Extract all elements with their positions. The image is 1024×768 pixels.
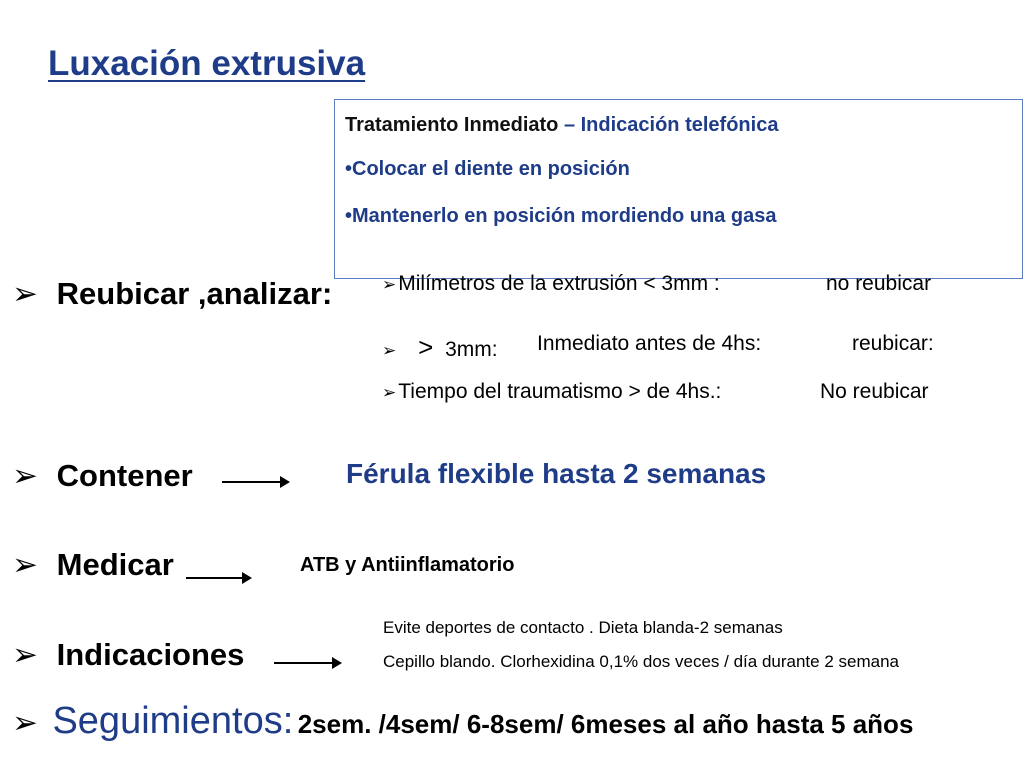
arrow-bullet-icon: ➢ (12, 276, 38, 311)
slide-title: Luxación extrusiva (48, 44, 366, 83)
reubicar-detail-1-text: Milímetros de la extrusión < 3mm : (398, 272, 720, 295)
reubicar-detail-2-mid: Inmediato antes de 4hs: (537, 332, 762, 355)
seguimientos-detail: 2sem. /4sem/ 6-8sem/ 6meses al año hasta 5 años (297, 709, 914, 739)
reubicar-detail-1-action: no reubicar (826, 272, 932, 295)
reubicar-detail-3 (382, 380, 721, 404)
medicar-detail: ATB y Antiinflamatorio (300, 554, 515, 576)
bullet-reubicar-label: Reubicar ,analizar: (56, 276, 333, 311)
treatment-item-1: •Colocar el diente en posición (345, 158, 630, 180)
arrow-bullet-icon: ➢ (12, 637, 38, 672)
arrow-bullet-icon: ➢ (382, 275, 397, 294)
treatment-box (334, 99, 1023, 279)
bullet-seguimientos (12, 700, 913, 743)
bullet-medicar-label: Medicar (56, 547, 174, 582)
bullet-contener (12, 458, 193, 494)
treatment-heading-suffix: – Indicación telefónica (563, 114, 779, 136)
seguimientos-colon: : (282, 700, 294, 742)
reubicar-detail-2 (382, 332, 498, 363)
bullet-contener-label: Contener (56, 458, 193, 493)
arrow-bullet-icon: ➢ (12, 705, 38, 740)
indicaciones-detail-1: Evite deportes de contacto . Dieta blanda-2 semanas (383, 618, 783, 637)
bullet-indicaciones (12, 637, 244, 673)
arrow-bullet-icon: ➢ (12, 458, 38, 493)
reubicar-detail-3-text: Tiempo del traumatismo > de 4hs.: (398, 380, 722, 403)
reubicar-detail-2-action: reubicar: (852, 332, 934, 355)
arrow-bullet-icon: ➢ (12, 547, 38, 582)
treatment-item-2: •Mantenerlo en posición mordiendo una gasa (345, 205, 777, 227)
bullet-indicaciones-label: Indicaciones (56, 637, 245, 672)
reubicar-detail-2-text: 3mm: (445, 338, 498, 361)
arrow-bullet-icon: ➢ (382, 383, 397, 402)
contener-detail: Férula flexible hasta 2 semanas (346, 458, 767, 489)
treatment-heading (345, 114, 778, 137)
indicaciones-detail-2: Cepillo blando. Clorhexidina 0,1% dos veces / día durante 2 semana (383, 652, 899, 671)
bullet-reubicar (12, 276, 332, 312)
treatment-heading-label: Tratamiento Inmediato (345, 114, 559, 136)
right-arrow-icon (186, 577, 250, 579)
reubicar-detail-3-action: No reubicar (820, 380, 929, 403)
reubicar-detail-2-symbol: > (418, 332, 434, 362)
reubicar-detail-1 (382, 272, 720, 296)
right-arrow-icon (274, 662, 340, 664)
right-arrow-icon (222, 481, 288, 483)
bullet-medicar (12, 547, 174, 583)
seguimientos-label: Seguimientos (52, 700, 283, 742)
arrow-bullet-icon: ➢ (382, 341, 397, 360)
